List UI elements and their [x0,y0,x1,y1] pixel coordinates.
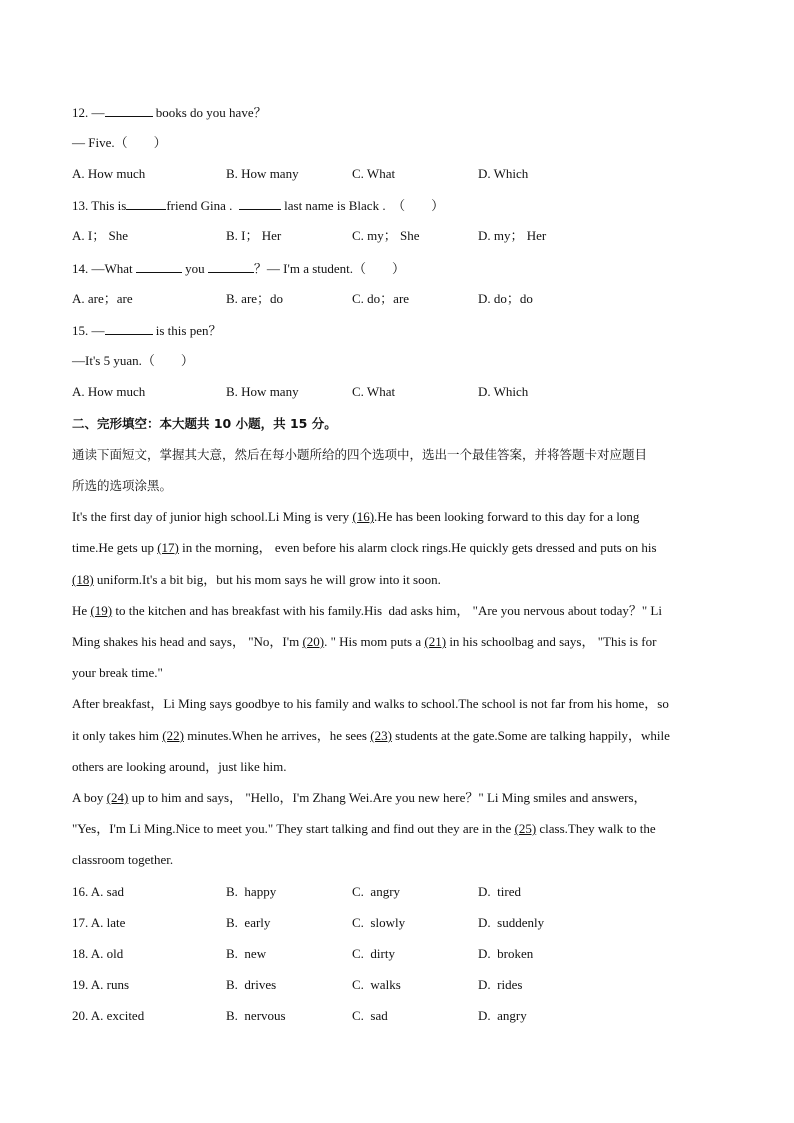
q14-mid: you [181,261,208,276]
q15-option-a[interactable]: A. How much [72,384,146,399]
question-15 [72,322,221,339]
q14-option-c[interactable]: C. do；are [352,291,410,306]
q15-prefix: 15. — [72,323,105,338]
q19-option-a[interactable]: 19. A. runs [72,977,130,992]
q19-option-d[interactable]: D. rides [478,977,523,992]
blank-16: (16) [352,509,375,524]
passage-line: (18) uniform.It's a bit big，but his mom says he will grow into it soon. [72,572,441,587]
q17-option-d[interactable]: D. suddenly [478,915,545,930]
q20-option-d[interactable]: D. angry [478,1008,527,1023]
passage-line: After breakfast，Li Ming says goodbye to his family and walks to school.The school is not far from his home，so [72,696,669,711]
passage-line: Ming shakes his head and says， "No，I'm (20). " His mom puts a (21) in his schoolbag and says， "This is for [72,634,657,649]
q18-option-b[interactable]: B. new [226,946,267,961]
q14-prefix: 14. —What [72,261,136,276]
answer-blank[interactable] [126,197,166,210]
q15-text: is this pen？ [152,323,222,338]
q17-option-a[interactable]: 17. A. late [72,915,126,930]
answer-blank[interactable] [208,260,254,273]
q17-option-b[interactable]: B. early [226,915,271,930]
answer-blank[interactable] [105,104,153,117]
q15-option-d[interactable]: D. Which [478,384,529,399]
section-instructions: 通读下面短文，掌握其大意，然后在每小题所给的四个选项中，选出一个最佳答案，并将答题卡对应题目 [72,447,648,462]
q16-option-a[interactable]: 16. A. sad [72,884,124,899]
q14-text: ？— I'm a student.（ ） [253,261,406,276]
q18-option-a[interactable]: 18. A. old [72,946,124,961]
passage-line: your break time." [72,665,163,680]
q18-option-d[interactable]: D. broken [478,946,534,961]
answer-blank[interactable] [136,260,182,273]
q14-option-d[interactable]: D. do；do [478,291,533,306]
q13-option-b[interactable]: B. I； Her [226,228,282,243]
answer-blank[interactable] [239,197,281,210]
q18-option-c[interactable]: C. dirty [352,946,395,961]
passage-line: classroom together. [72,852,174,867]
blank-24: (24) [106,790,129,805]
q14-option-a[interactable]: A. are；are [72,291,133,306]
q20-option-a[interactable]: 20. A. excited [72,1008,145,1023]
blank-22: (22) [162,728,184,743]
q14-option-b[interactable]: B. are；do [226,291,284,306]
blank-20: (20) [302,634,325,649]
q16-option-d[interactable]: D. tired [478,884,521,899]
section-instructions-cont: 所选的选项涂黑。 [72,478,173,493]
answer-blank[interactable] [105,322,153,335]
passage-line: He (19) to the kitchen and has breakfast with his family.His dad asks him， "Are you nervous about today？" Li [72,603,662,618]
blank-18: (18) [72,572,94,587]
passage-line: others are looking around，just like him. [72,759,287,774]
q12-text: books do you have？ [152,105,267,120]
q12-option-b[interactable]: B. How many [226,166,299,181]
q19-option-b[interactable]: B. drives [226,977,277,992]
q13-mid: friend Gina . [166,198,239,213]
q13-text: last name is Black . （ ） [280,198,445,213]
question-12 [72,104,267,121]
question-14 [72,260,405,277]
q15-option-b[interactable]: B. How many [226,384,299,399]
question-13 [72,197,444,214]
passage-line: it only takes him (22) minutes.When he arrives，he sees (23) students at the gate.Some are talking happily，while [72,728,670,743]
blank-23: (23) [370,728,392,743]
q15-option-c[interactable]: C. What [352,384,396,399]
passage-line: A boy (24) up to him and says， "Hello，I'm Zhang Wei.Are you new here？" Li Ming smiles and answers， [72,790,647,805]
q12-option-a[interactable]: A. How much [72,166,146,181]
q15-answer: —It's 5 yuan.（ ） [72,353,194,368]
blank-19: (19) [90,603,113,618]
q19-option-c[interactable]: C. walks [352,977,401,992]
passage-line: time.He gets up (17) in the morning， even before his alarm clock rings.He quickly gets dressed and puts on his [72,540,657,555]
q13-option-c[interactable]: C. my； She [352,228,420,243]
q12-answer: — Five.（ ） [72,135,167,150]
q20-option-c[interactable]: C. sad [352,1008,388,1023]
blank-21: (21) [424,634,447,649]
q12-option-d[interactable]: D. Which [478,166,529,181]
q13-prefix: 13. This is [72,198,127,213]
section-heading: 二、完形填空：本大题共 10 小题，共 15 分。 [72,416,337,431]
blank-17: (17) [157,540,179,555]
q17-option-c[interactable]: C. slowly [352,915,406,930]
q16-option-c[interactable]: C. angry [352,884,401,899]
q13-option-a[interactable]: A. I； She [72,228,128,243]
passage-line: "Yes，I'm Li Ming.Nice to meet you." They start talking and find out they are in the (25) class.They walk to the [72,821,656,836]
blank-25: (25) [514,821,537,836]
q20-option-b[interactable]: B. nervous [226,1008,286,1023]
passage-line: It's the first day of junior high school.Li Ming is very (16).He has been looking forward to this day for a long [72,509,640,524]
q13-option-d[interactable]: D. my； Her [478,228,547,243]
q12-option-c[interactable]: C. What [352,166,396,181]
q12-prefix: 12. — [72,105,105,120]
q16-option-b[interactable]: B. happy [226,884,277,899]
